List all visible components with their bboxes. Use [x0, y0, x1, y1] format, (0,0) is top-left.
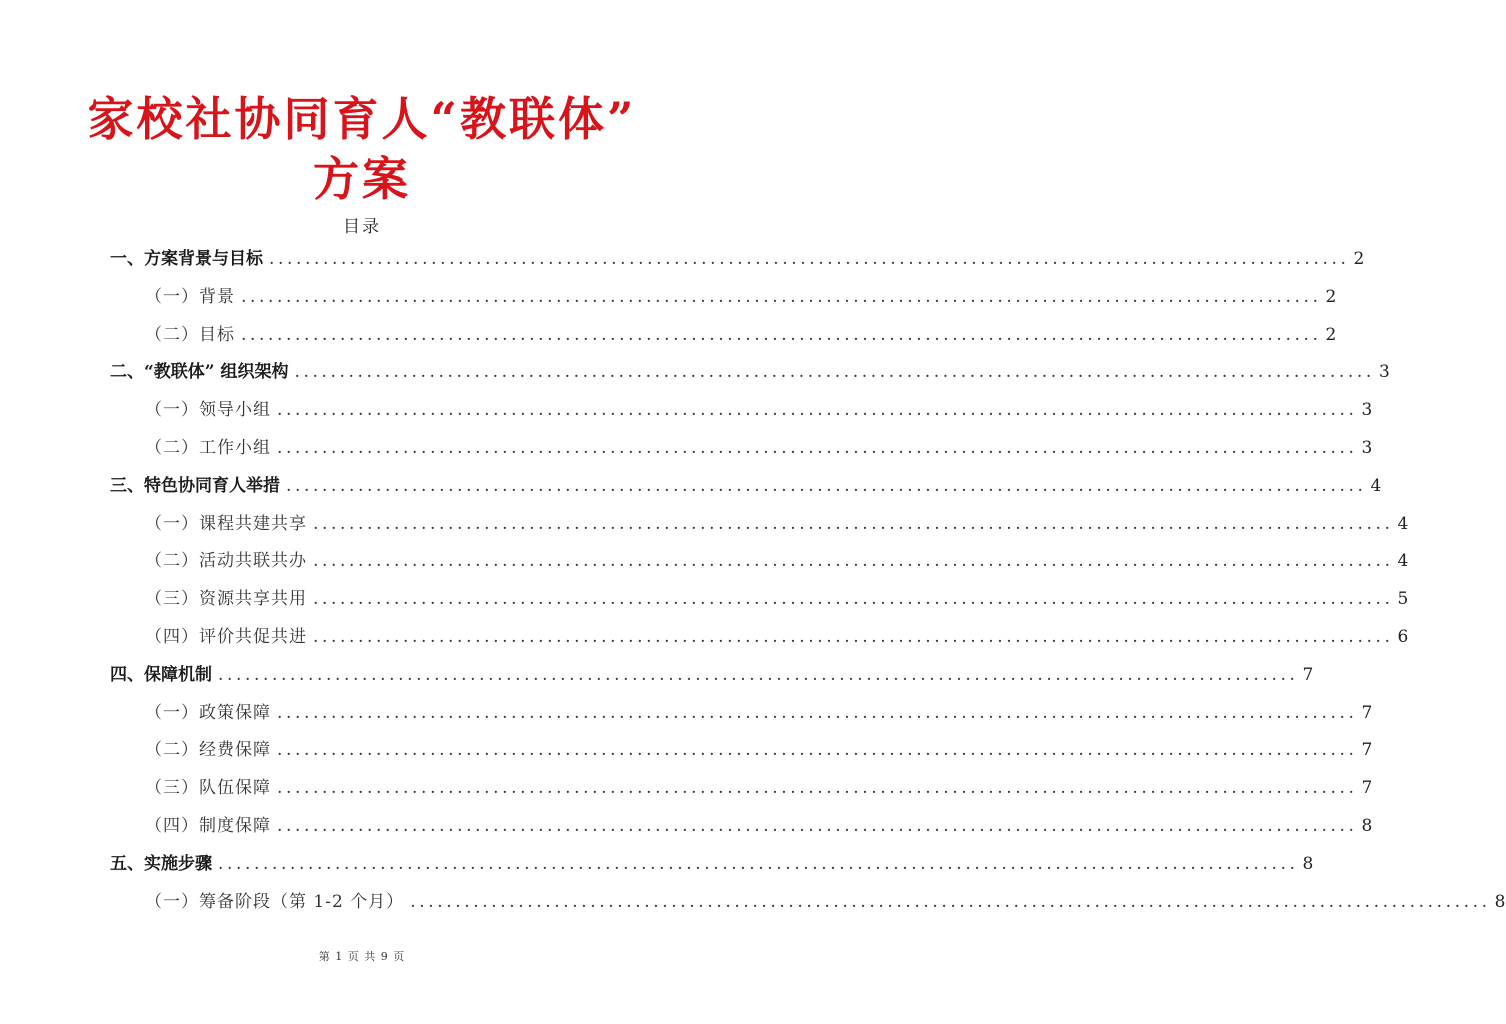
toc-page-number: 5: [1397, 589, 1410, 610]
toc-dot-leader: ........................................................................................................................: [277, 740, 1358, 761]
toc-page-number: 7: [1361, 740, 1374, 761]
toc-entry-title: （三）队伍保障: [145, 778, 271, 799]
toc-page-number: 4: [1397, 551, 1410, 572]
toc-dot-leader: ........................................................................................................................: [313, 589, 1394, 610]
toc-subsection-entry[interactable]: [145, 395, 1374, 425]
toc-entry-title: 二、“教联体” 组织架构: [110, 362, 289, 383]
toc-section-entry[interactable]: [110, 357, 1390, 387]
toc-page-number: 7: [1361, 702, 1374, 723]
toc-dot-leader: ........................................................................................................................: [277, 702, 1358, 723]
toc-dot-leader: ........................................................................................................................: [294, 362, 1375, 383]
toc-page-number: 2: [1353, 249, 1365, 269]
toc-subsection-entry[interactable]: [145, 433, 1374, 463]
toc-dot-leader: ........................................................................................................................: [277, 438, 1358, 458]
document-title-line-1: 家校社协同育人“教联体”: [87, 92, 637, 146]
toc-dot-leader: ........................................................................................................................: [218, 664, 1299, 685]
toc-entry-title: （二）经费保障: [145, 740, 271, 761]
toc-page-number: 7: [1302, 664, 1314, 685]
toc-section-entry[interactable]: [110, 849, 1314, 879]
toc-dot-leader: ........................................................................................................................: [313, 627, 1394, 647]
page-footer: 第 1 页 共 9 页: [318, 950, 406, 963]
toc-entry-title: （四）评价共促共进: [145, 627, 307, 647]
toc-dot-leader: ........................................................................................................................: [277, 816, 1358, 836]
toc-subsection-entry[interactable]: [145, 584, 1410, 614]
toc-dot-leader: ........................................................................................................................: [410, 891, 1491, 912]
toc-dot-leader: ........................................................................................................................: [277, 400, 1358, 421]
toc-dot-leader: ........................................................................................................................: [218, 853, 1299, 874]
toc-dot-leader: ........................................................................................................................: [313, 551, 1394, 572]
toc-page-number: 2: [1325, 324, 1338, 345]
toc-subsection-entry[interactable]: [145, 622, 1410, 652]
toc-entry-title: （一）筹备阶段（第 1-2 个月）: [145, 891, 405, 912]
toc-entry-title: （二）活动共联共办: [145, 551, 307, 572]
toc-dot-leader: ........................................................................................................................: [286, 475, 1367, 496]
toc-entry-title: （一）政策保障: [145, 702, 271, 723]
toc-subsection-entry[interactable]: [145, 546, 1410, 576]
toc-page-number: 2: [1325, 286, 1338, 307]
toc-subsection-entry[interactable]: [145, 320, 1338, 350]
toc-entry-title: 四、保障机制: [110, 664, 212, 685]
toc-entry-title: 五、实施步骤: [110, 853, 212, 874]
toc-entry-title: （四）制度保障: [145, 816, 271, 836]
toc-page-number: 3: [1378, 362, 1390, 383]
toc-entry-title: （二）目标: [145, 324, 235, 345]
toc-section-entry[interactable]: [110, 660, 1314, 690]
toc-page-number: 6: [1397, 627, 1410, 647]
toc-entry-title: 三、特色协同育人举措: [110, 475, 280, 496]
toc-entry-title: （一）背景: [145, 286, 235, 307]
toc-dot-leader: ........................................................................................................................: [241, 286, 1322, 307]
toc-page-number: 3: [1361, 438, 1374, 458]
toc-section-entry[interactable]: [110, 471, 1382, 501]
toc-dot-leader: ........................................................................................................................: [313, 513, 1394, 534]
toc-subsection-entry[interactable]: [145, 509, 1410, 539]
toc-page-number: 8: [1494, 891, 1506, 912]
toc-subsection-entry[interactable]: [145, 887, 1506, 917]
toc-subsection-entry[interactable]: [145, 735, 1374, 765]
toc-entry-title: （一）课程共建共享: [145, 513, 307, 534]
toc-dot-leader: ........................................................................................................................: [277, 778, 1358, 799]
toc-dot-leader: ........................................................................................................................: [269, 249, 1350, 269]
toc-dot-leader: ........................................................................................................................: [241, 324, 1322, 345]
toc-subsection-entry[interactable]: [145, 773, 1374, 803]
toc-entry-title: （一）领导小组: [145, 400, 271, 421]
toc-subsection-entry[interactable]: [145, 282, 1338, 312]
toc-subsection-entry[interactable]: [145, 811, 1374, 841]
toc-page-number: 8: [1302, 853, 1314, 874]
toc-subsection-entry[interactable]: [145, 698, 1374, 728]
toc-entry-title: （三）资源共享共用: [145, 589, 307, 610]
toc-page-number: 4: [1397, 513, 1410, 534]
toc-section-entry[interactable]: [110, 244, 1365, 274]
toc-heading: 目录: [343, 217, 381, 237]
toc-page-number: 3: [1361, 400, 1374, 421]
document-title-line-2: 方案: [313, 152, 411, 206]
toc-page-number: 4: [1370, 475, 1382, 496]
toc-page-number: 8: [1361, 816, 1374, 836]
toc-page-number: 7: [1361, 778, 1374, 799]
toc-entry-title: （二）工作小组: [145, 438, 271, 458]
toc-entry-title: 一、方案背景与目标: [110, 249, 263, 269]
